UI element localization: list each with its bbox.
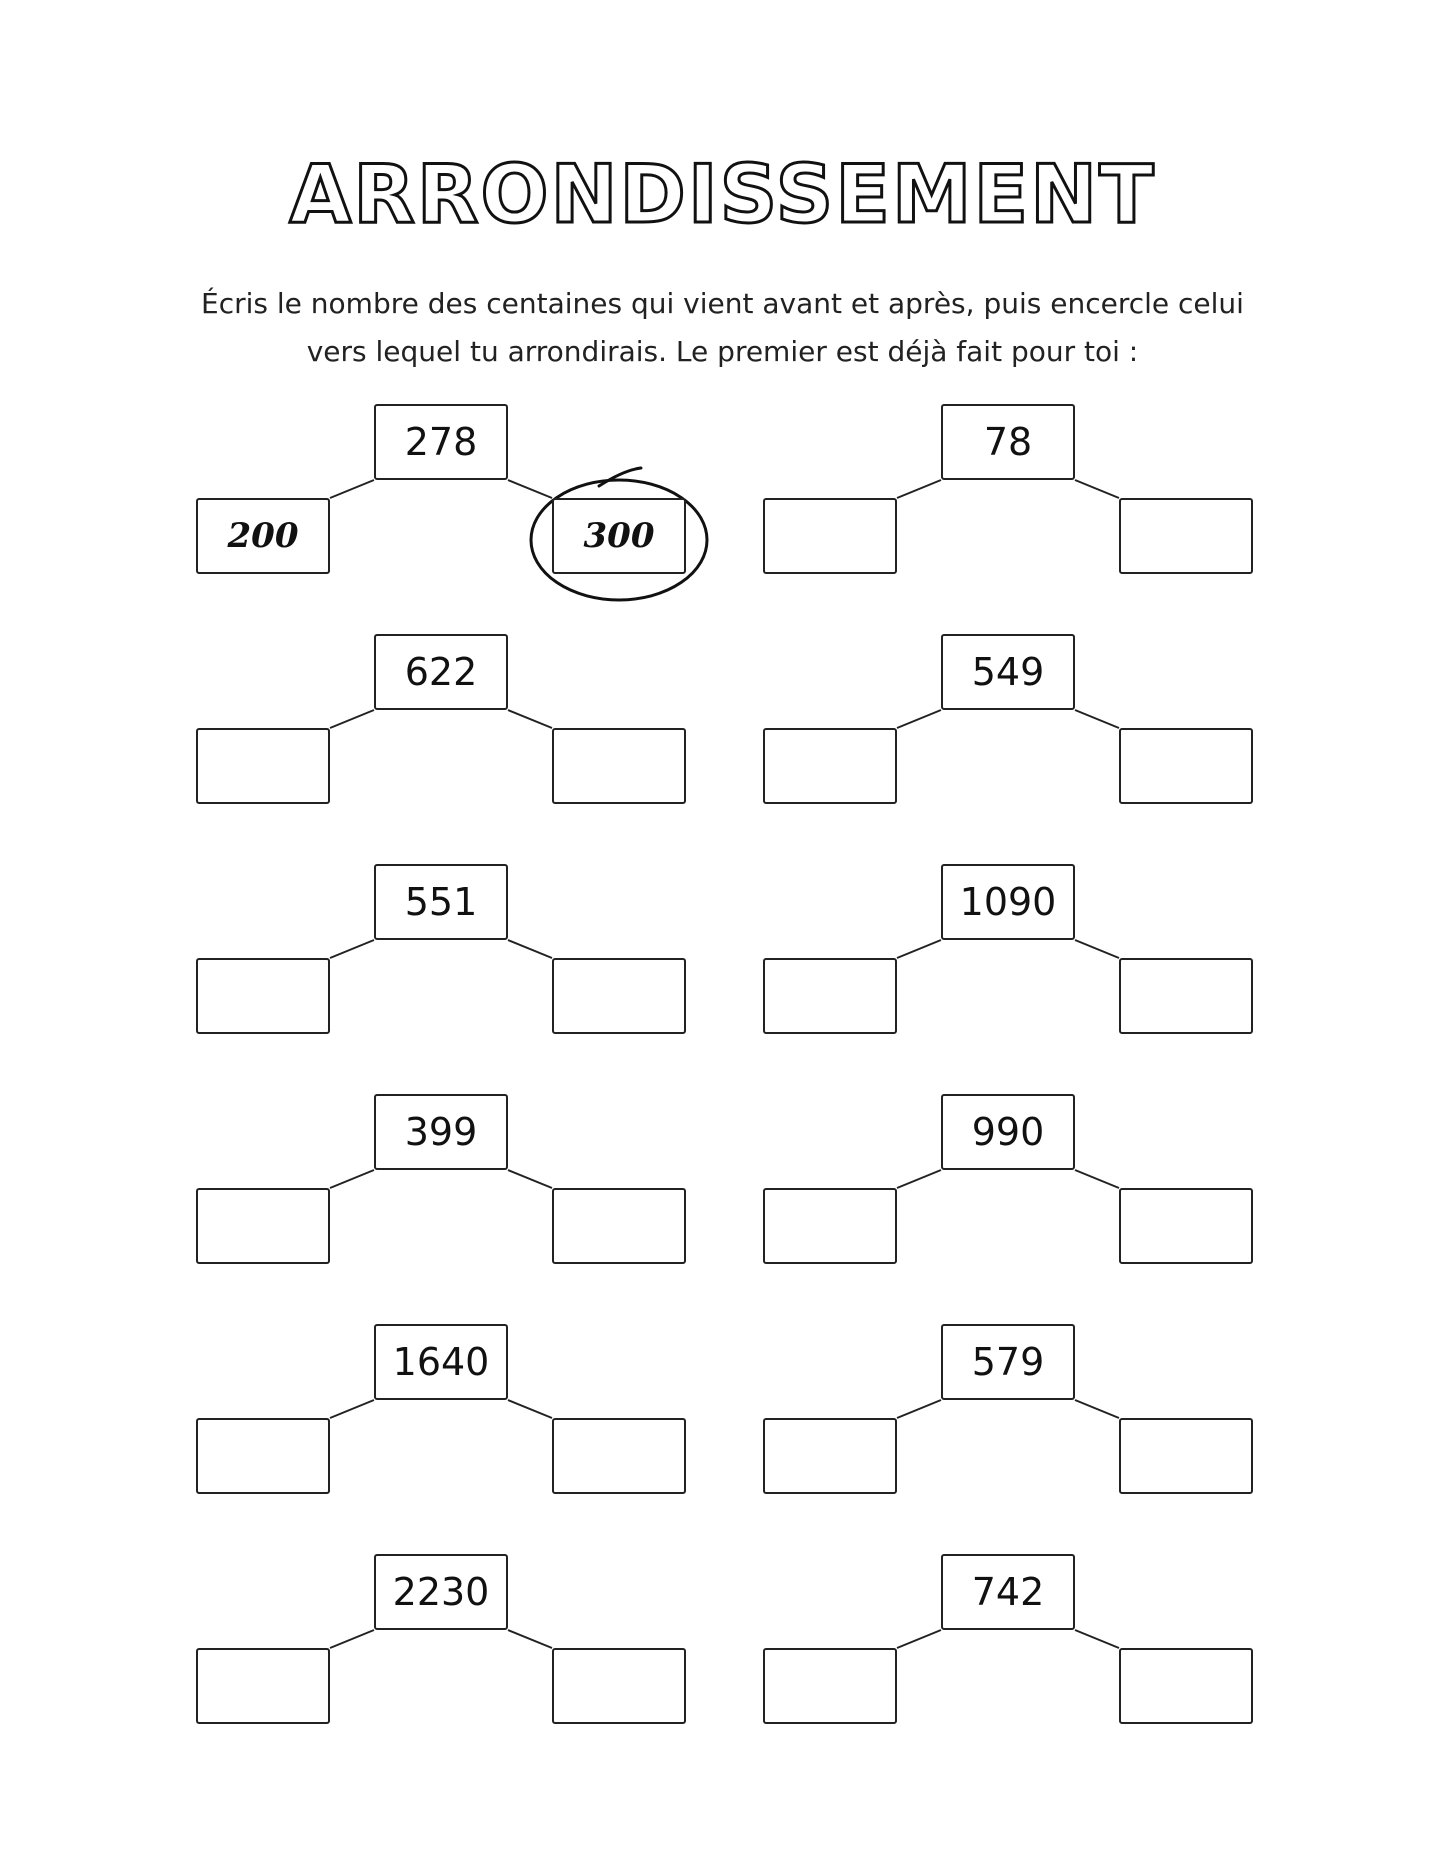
hundreds-after-box[interactable] (552, 728, 686, 804)
connector-left (897, 710, 941, 728)
instructions (150, 280, 1295, 376)
connector-right (508, 1400, 552, 1418)
hundreds-after-box[interactable] (552, 958, 686, 1034)
hundreds-after-box[interactable] (552, 498, 686, 574)
hundreds-before-box[interactable] (196, 1188, 330, 1264)
hundreds-after-box[interactable] (552, 1188, 686, 1264)
hundreds-before-box[interactable] (763, 728, 897, 804)
number-box: 579 (941, 1324, 1075, 1400)
connector-right (1075, 710, 1119, 728)
hundreds-after-box[interactable] (1119, 498, 1253, 574)
hundreds-after-box[interactable] (1119, 958, 1253, 1034)
connector-right (1075, 1170, 1119, 1188)
hundreds-before-box[interactable] (196, 498, 330, 574)
number-box: 78 (941, 404, 1075, 480)
hundreds-before-answer: 200 (227, 516, 299, 556)
connector-right (508, 710, 552, 728)
number-box: 1640 (374, 1324, 508, 1400)
connector-right (1075, 1630, 1119, 1648)
connector-right (1075, 1400, 1119, 1418)
hundreds-before-box[interactable] (763, 958, 897, 1034)
connector-left (897, 480, 941, 498)
hundreds-after-box[interactable] (1119, 1188, 1253, 1264)
hundreds-before-box[interactable] (196, 958, 330, 1034)
connector-right (508, 1630, 552, 1648)
number-box: 399 (374, 1094, 508, 1170)
number-box: 2230 (374, 1554, 508, 1630)
number-box: 1090 (941, 864, 1075, 940)
connector-left (330, 1630, 374, 1648)
connector-right (1075, 940, 1119, 958)
connector-left (330, 710, 374, 728)
connector-right (508, 940, 552, 958)
connector-left (330, 1170, 374, 1188)
hundreds-before-box[interactable] (196, 1648, 330, 1724)
number-box: 551 (374, 864, 508, 940)
number-box: 549 (941, 634, 1075, 710)
hundreds-before-box[interactable] (196, 1418, 330, 1494)
connector-left (330, 480, 374, 498)
connector-left (330, 1400, 374, 1418)
hundreds-before-box[interactable] (763, 1648, 897, 1724)
hundreds-before-box[interactable] (763, 1188, 897, 1264)
hundreds-after-box[interactable] (552, 1648, 686, 1724)
connector-right (508, 1170, 552, 1188)
worksheet-title: ARRONDISSEMENT (289, 148, 1156, 241)
hundreds-before-box[interactable] (763, 498, 897, 574)
connector-left (330, 940, 374, 958)
hundreds-before-box[interactable] (196, 728, 330, 804)
hundreds-after-box[interactable] (1119, 728, 1253, 804)
instructions-line-1: Écris le nombre des centaines qui vient avant et après, puis encercle celui (201, 287, 1244, 320)
number-box: 622 (374, 634, 508, 710)
hundreds-after-box[interactable] (1119, 1648, 1253, 1724)
connector-left (897, 1400, 941, 1418)
connector-right (508, 480, 552, 498)
hundreds-after-answer: 300 (583, 516, 655, 556)
connector-left (897, 1170, 941, 1188)
hundreds-after-box[interactable] (1119, 1418, 1253, 1494)
connector-left (897, 940, 941, 958)
hundreds-after-box[interactable] (552, 1418, 686, 1494)
number-box: 990 (941, 1094, 1075, 1170)
number-box: 742 (941, 1554, 1075, 1630)
number-box: 278 (374, 404, 508, 480)
connector-right (1075, 480, 1119, 498)
hundreds-before-box[interactable] (763, 1418, 897, 1494)
instructions-line-2: vers lequel tu arrondirais. Le premier est déjà fait pour toi : (306, 335, 1139, 368)
connector-left (897, 1630, 941, 1648)
answer-circle-tail (599, 468, 641, 486)
